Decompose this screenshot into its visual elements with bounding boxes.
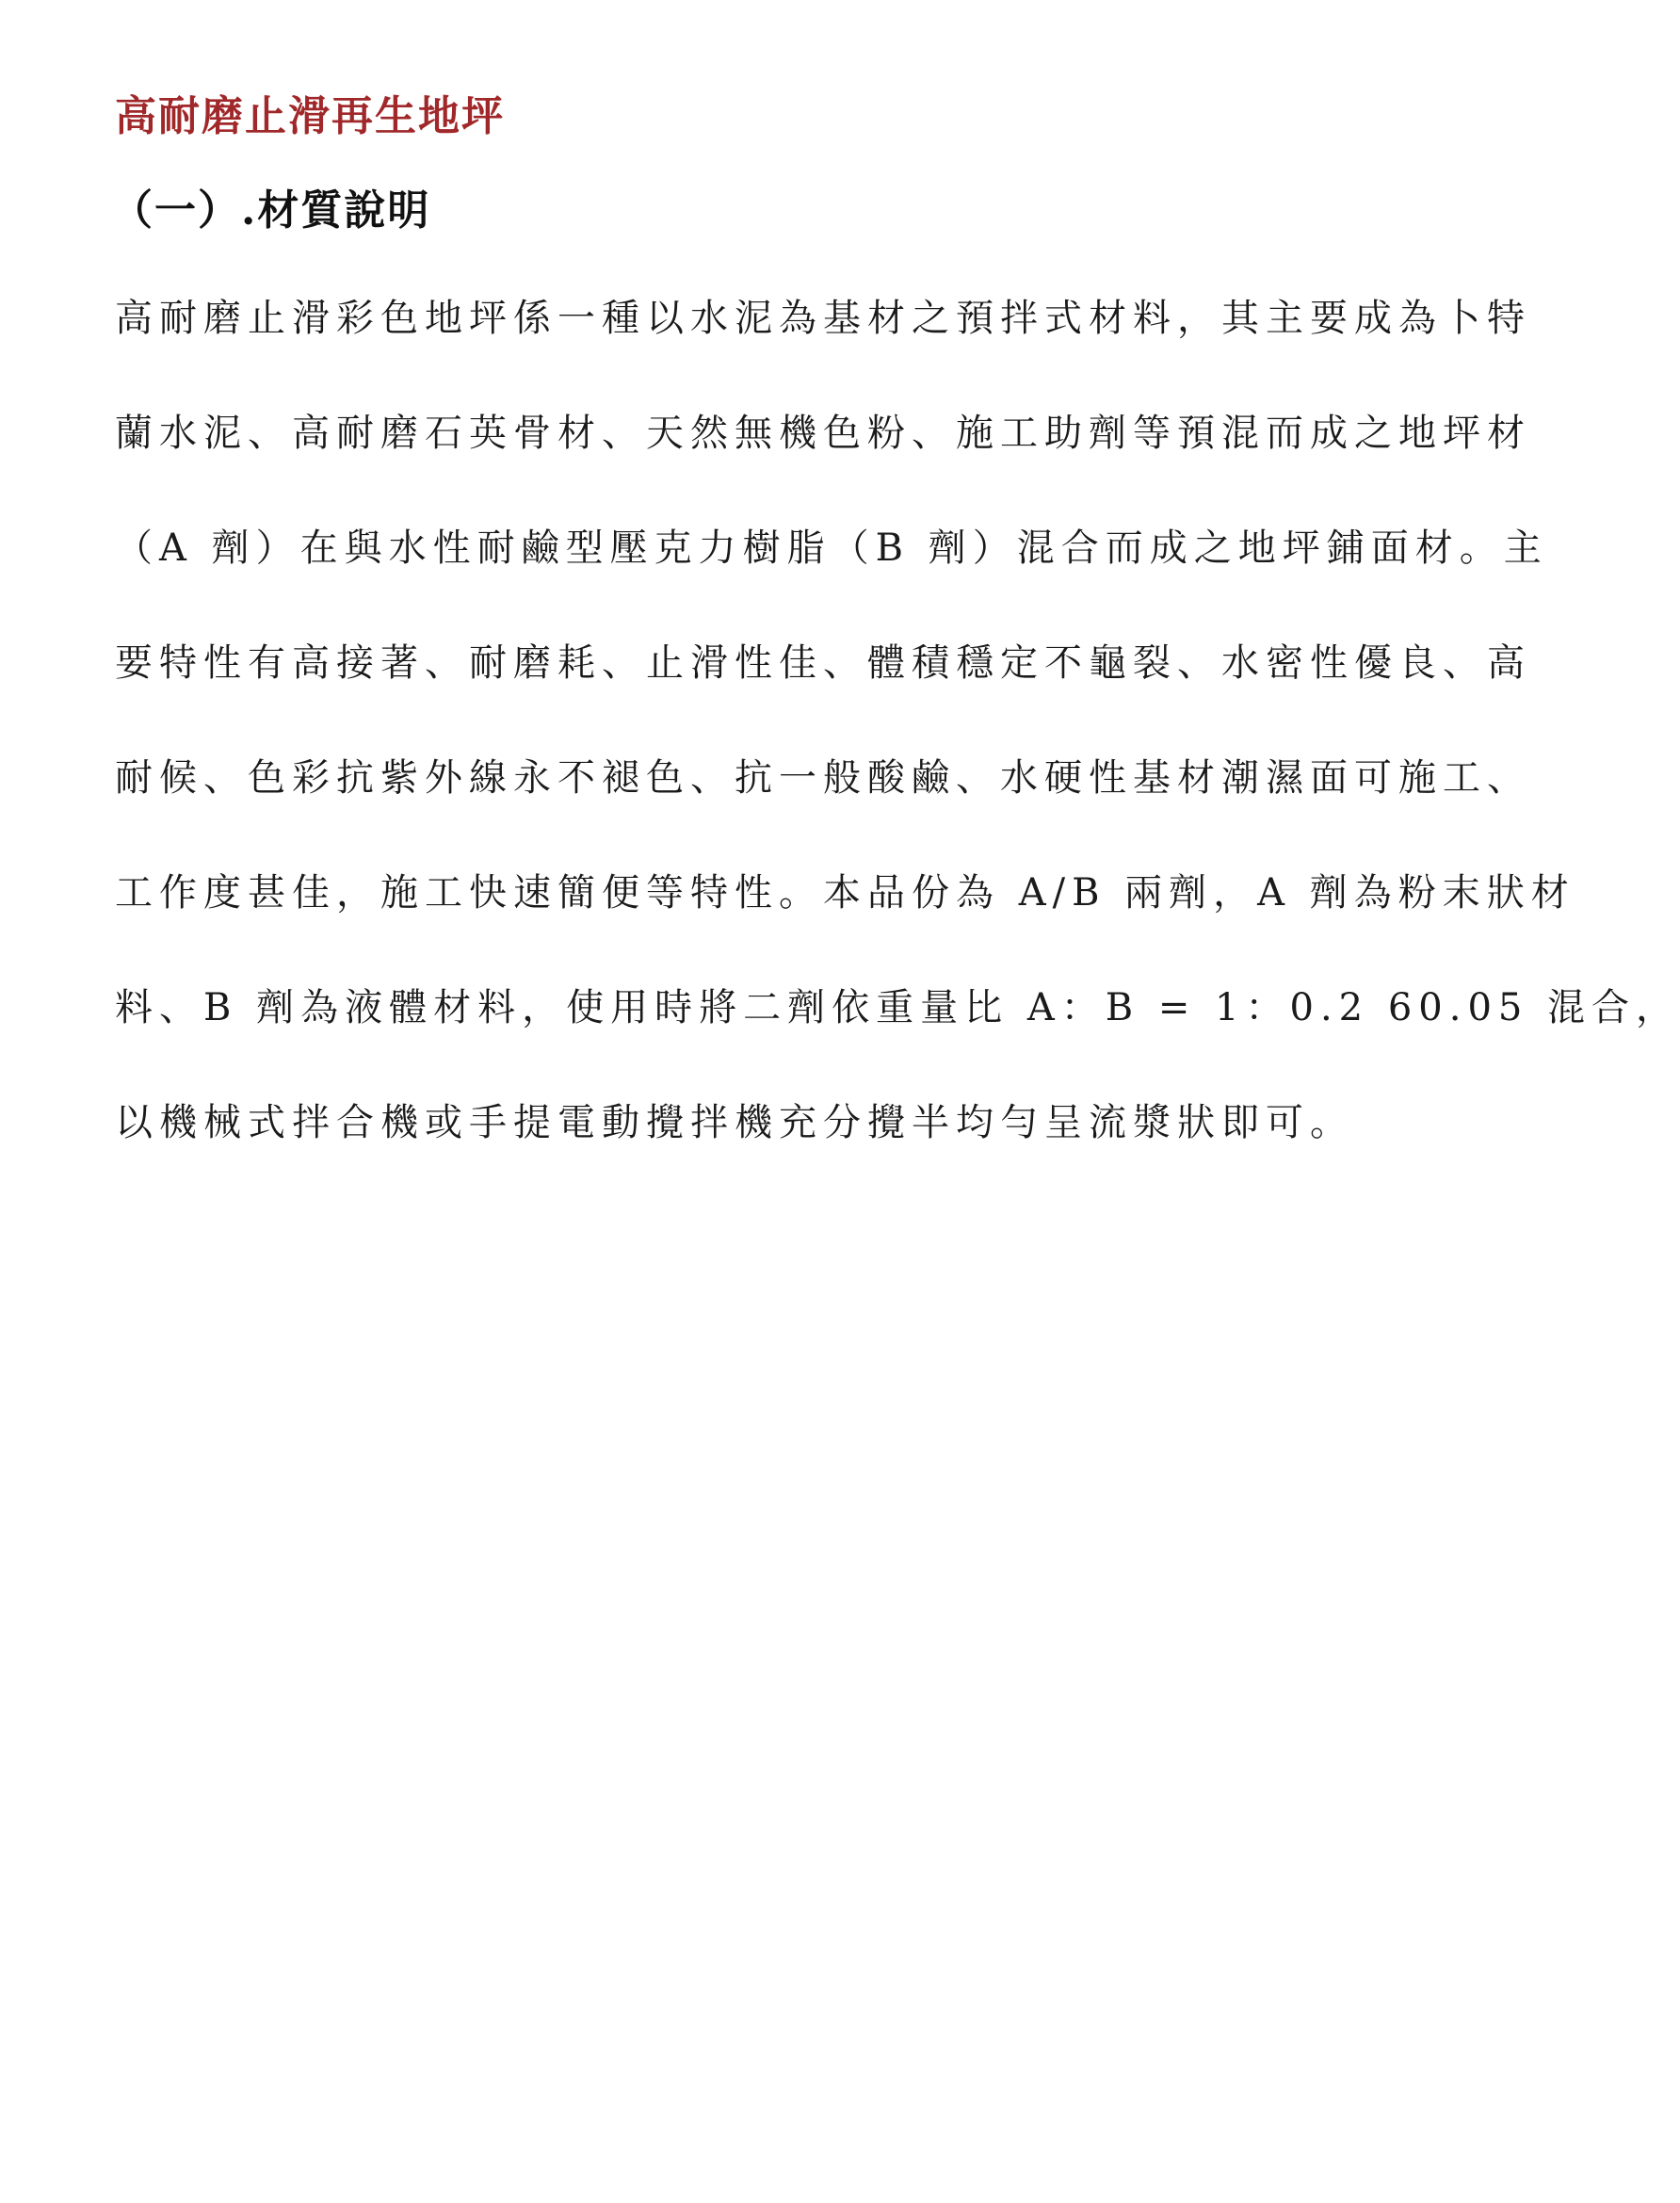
paragraph-line: （A 劑）在與水性耐鹼型壓克力樹脂（B 劑）混合而成之地坪鋪面材。主: [115, 526, 1548, 570]
paragraph-line: 耐候、色彩抗紫外線永不褪色、抗一般酸鹼、水硬性基材潮濕面可施工、: [115, 756, 1531, 800]
body-paragraph: [115, 286, 1680, 1206]
paragraph-line: 蘭水泥、高耐磨石英骨材、天然無機色粉、施工助劑等預混而成之地坪材: [115, 412, 1531, 455]
section-heading: （一）.材質說明: [111, 186, 431, 235]
paragraph-line: 工作度甚佳，施工快速簡便等特性。本品份為 A/B 兩劑，A 劑為粉末狀材: [115, 871, 1575, 915]
paragraph-line: 要特性有高接著、耐磨耗、止滑性佳、體積穩定不龜裂、水密性優良、高: [115, 641, 1531, 685]
paragraph-line: 料、B 劑為液體材料，使用時將二劑依重量比 A：B = 1：0.2 60.05 混合，: [115, 986, 1680, 1029]
paragraph-line: 以機械式拌合機或手提電動攪拌機充分攪半均勻呈流漿狀即可。: [115, 1101, 1354, 1144]
document-title: 高耐磨止滑再生地坪: [115, 92, 505, 140]
paragraph-line: 高耐磨止滑彩色地坪係一種以水泥為基材之預拌式材料，其主要成為卜特: [115, 297, 1531, 340]
